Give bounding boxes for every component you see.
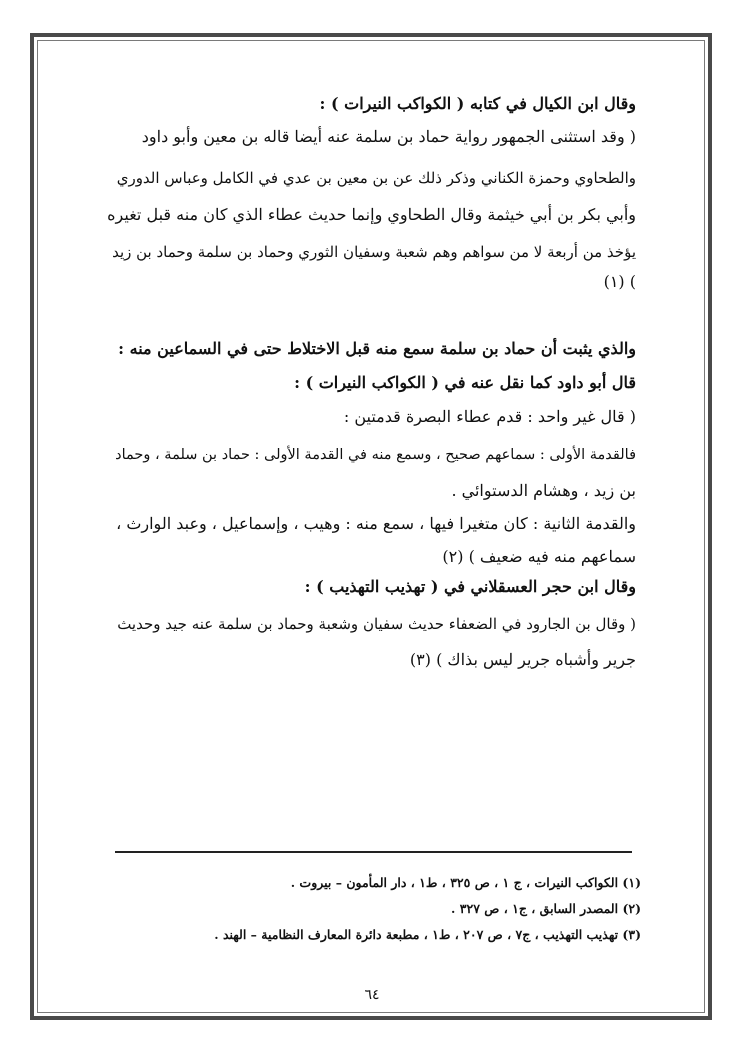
text-line: يؤخذ من أربعة لا من سواهم وهم شعبة وسفيان الثوري وحماد بن سلمة وحماد بن زيد	[112, 243, 636, 261]
text-line: ( وقال بن الجارود في الضعفاء حديث سفيان وشعبة وحماد بن سلمة عنه جيد وحديث	[117, 615, 636, 633]
heading-abu-dawud: قال أبو داود كما نقل عنه في ( الكواكب النيرات ) :	[294, 373, 636, 392]
footnote-1: (١) الكواكب النيرات ، ج ١ ، ص ٣٢٥ ، ط١ ، دار المأمون – بيروت .	[290, 875, 641, 890]
footnote-3: (٣) تهذيب التهذيب ، ج٧ ، ص ٢٠٧ ، ط١ ، مطبعة دائرة المعارف النظامية – الهند .	[214, 927, 641, 942]
text-line: بن زيد ، وهشام الدستوائي .	[451, 481, 636, 500]
text-line: ( قال غير واحد : قدم عطاء البصرة قدمتين :	[343, 407, 636, 426]
text-line: والطحاوي وحمزة الكناني وذكر ذلك عن بن معين بن عدي في الكامل وعباس الدوري	[116, 169, 636, 187]
footnote-2: (٢) المصدر السابق ، ج١ ، ص ٣٢٧ .	[451, 901, 641, 916]
text-line: جرير وأشباه جرير ليس بذاك ) (٣)	[409, 650, 636, 669]
page-number: ٦٤	[364, 987, 380, 1003]
text-line: سماعهم منه فيه ضعيف ) (٢)	[442, 547, 636, 566]
heading-ibn-hajar: وقال ابن حجر العسقلاني في ( تهذيب التهذيب ) :	[304, 577, 636, 596]
text-line: ) (١)	[603, 272, 636, 291]
text-line: فالقدمة الأولى : سماعهم صحيح ، وسمع منه في القدمة الأولى : حماد بن سلمة ، وحماد	[115, 447, 636, 463]
text-line: وأبي بكر بن أبي خيثمة وقال الطحاوي وإنما حديث عطاء الذي كان منه قبل تغيره	[107, 205, 636, 224]
text-line: ( وقد استثنى الجمهور رواية حماد بن سلمة عنه أيضا قاله بن معين وأبو داود	[141, 127, 636, 146]
heading-hammad-evidence: والذي يثبت أن حماد بن سلمة سمع منه قبل الاختلاط حتى في السماعين منه :	[118, 339, 636, 358]
footnote-divider	[115, 851, 632, 853]
heading-ibn-kayyal: وقال ابن الكيال في كتابه ( الكواكب النيرات ) :	[319, 94, 636, 113]
text-line: والقدمة الثانية : كان متغيرا فيها ، سمع منه : وهيب ، وإسماعيل ، وعبد الوارث ،	[116, 514, 636, 533]
